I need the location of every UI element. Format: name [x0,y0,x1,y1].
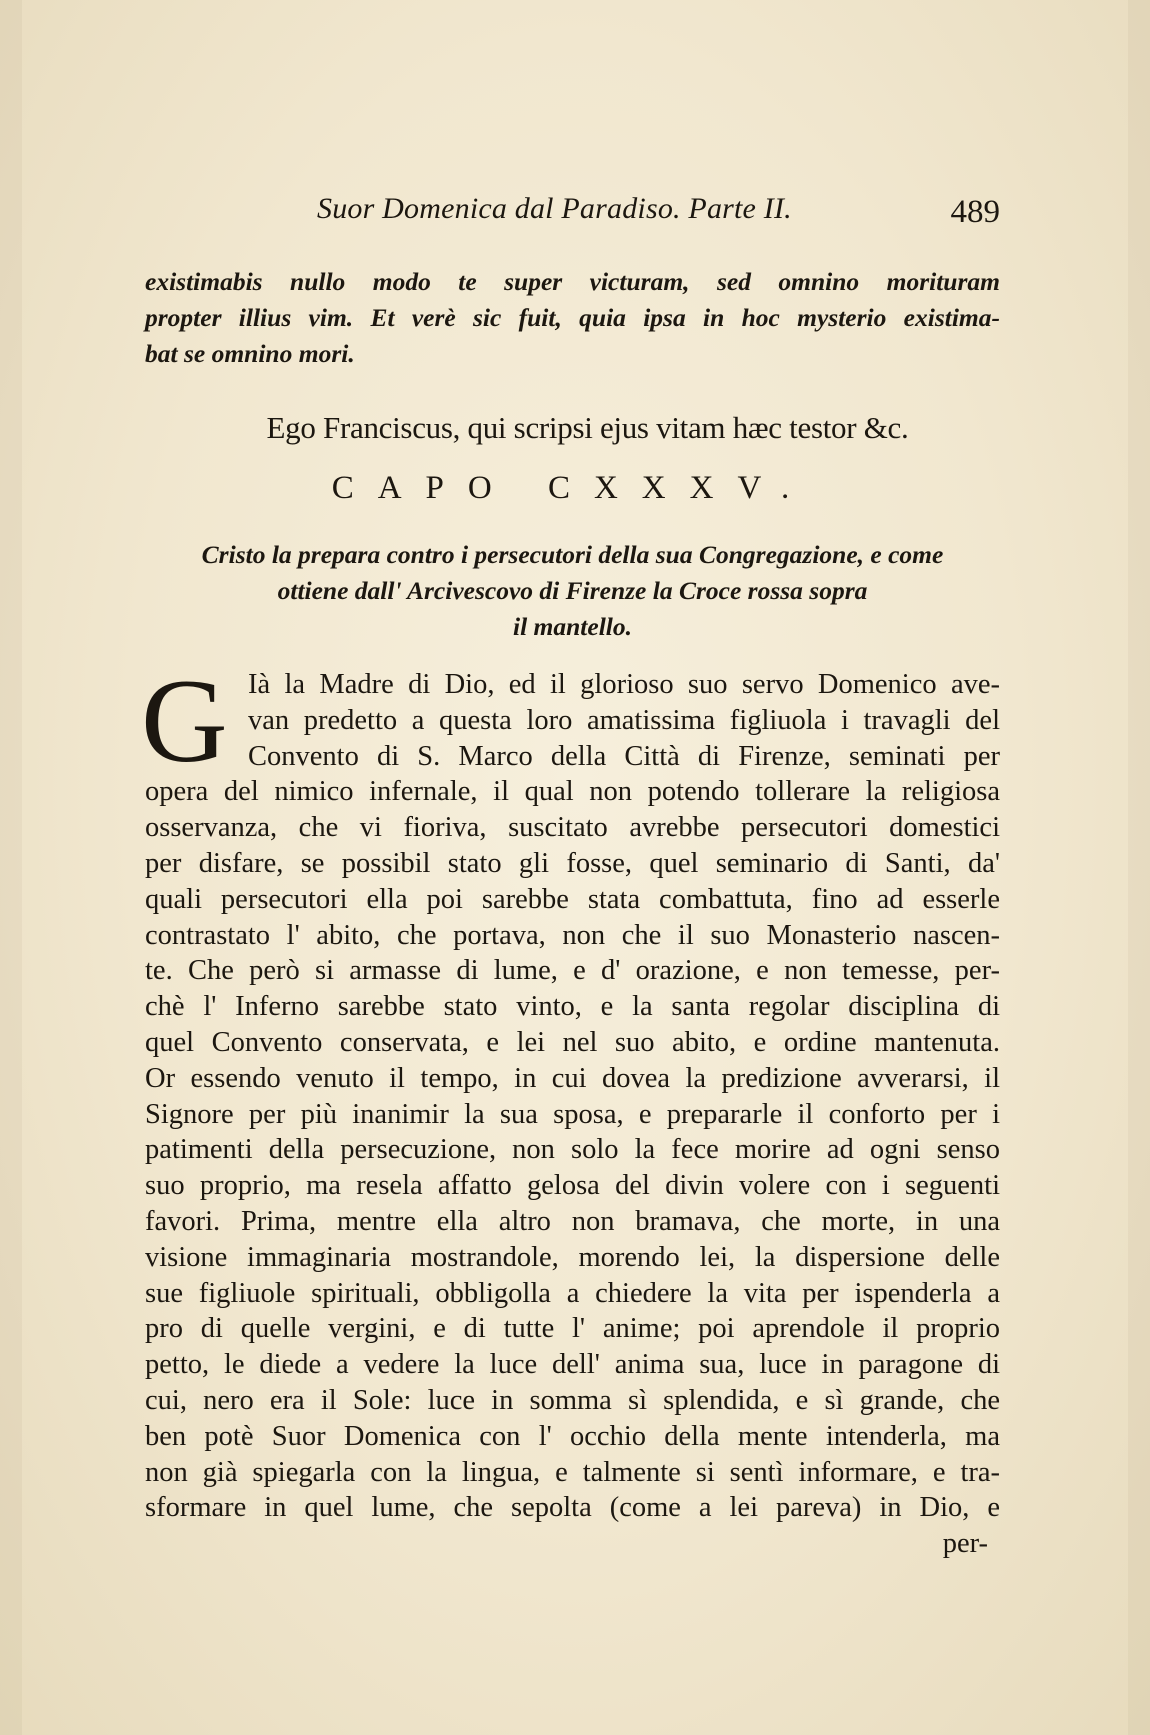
body-line: van predetto a questa loro amatissima figliuola i travagli del [248,704,1000,736]
running-head [145,192,1000,242]
catchword: per- [942,1528,988,1560]
body-line: ben potè Suor Domenica con l' occhio della mente intenderla, ma [145,1420,1000,1452]
summary-line: il mantello. [512,612,632,641]
drop-initial: G [141,654,228,787]
body-line: Convento di S. Marco della Città di Firenze, seminati per [248,740,1000,772]
body-line: quali persecutori ella poi sarebbe stata combattuta, fino ad esserle [145,883,1000,915]
latin-line: propter illius vim. Et verè sic fuit, quia ipsa in hoc mysterio existima- [145,303,1000,332]
body-line: per disfare, se possibil stato gli fosse, quel seminario di Santi, da' [145,847,1000,879]
drop-cap-block [141,654,1000,787]
page-edge-shadow-left [0,0,22,1735]
body-line: visione immaginaria mostrandole, morendo lei, la dispersione delle [145,1241,1000,1273]
body-line: non già spiegarla con la lingua, e talmente si sentì informare, e tra- [145,1456,1000,1488]
body-line: chè l' Inferno sarebbe stato vinto, e la santa regolar disciplina di [145,991,1000,1023]
chapter-summary [145,537,1000,645]
latin-line: bat se omnino mori. [145,339,355,368]
body-line: osservanza, che vi fioriva, suscitato avrebbe persecutori domestici [145,812,1000,844]
latin-passage [145,264,1000,372]
body-line: quel Convento conservata, e lei nel suo abito, e ordine mantenuta. [145,1026,1000,1058]
page-number: 489 [950,194,1000,230]
body-line: Ià la Madre di Dio, ed il glorioso suo servo Domenico ave- [248,669,1000,700]
page-edge-shadow-right [1128,0,1150,1735]
body-line: sformare in quel lume, che sepolta (come a lei pareva) in Dio, e [145,1492,1000,1524]
body-line: opera del nimico infernale, il qual non potendo tollerare la religiosa [145,776,1000,808]
chapter-heading: CAPO CXXXV. [331,470,814,506]
body-line: te. Che però si armasse di lume, e d' orazione, e non temesse, per- [145,955,1000,987]
body-text [141,654,1000,1562]
body-line: favori. Prima, mentre ella altro non bramava, che morte, in una [145,1205,1000,1237]
text-column [141,192,1000,1562]
body-line: pro di quelle vergini, e di tutte l' anime; poi aprendole il proprio [145,1313,1000,1345]
body-line: patimenti della persecuzione, non solo la fece morire ad ogni senso [145,1134,1000,1166]
body-line: petto, le diede a vedere la luce dell' anima sua, luce in paragone di [145,1349,1000,1381]
body-line: sue figliuole spirituali, obbligolla a chiedere la vita per ispenderla a [145,1277,1000,1309]
body-line: cui, nero era il Sole: luce in somma sì splendida, e sì grande, che [145,1384,1000,1416]
summary-line: ottiene dall' Arcivescovo di Firenze la Croce rossa sopra [277,576,868,605]
body-line: contrastato l' abito, che portava, non che il suo Monasterio nascen- [145,919,1000,951]
latin-line: existimabis nullo modo te super victuram, sed omnino morituram [145,267,1000,296]
body-line: Signore per più inanimir la sua sposa, e prepararle il conforto per i [145,1098,1000,1130]
running-title: Suor Domenica dal Paradiso. Parte II. [317,192,792,225]
testimony-line: Ego Franciscus, qui scripsi ejus vitam hæc testor &c. [266,410,909,445]
body-line: suo proprio, ma resela affatto gelosa del divin volere con i seguenti [145,1170,1000,1202]
body-line: Or essendo venuto il tempo, in cui dovea la predizione avverarsi, il [145,1062,1000,1094]
summary-line: Cristo la prepara contro i persecutori della sua Congregazione, e come [201,540,944,569]
